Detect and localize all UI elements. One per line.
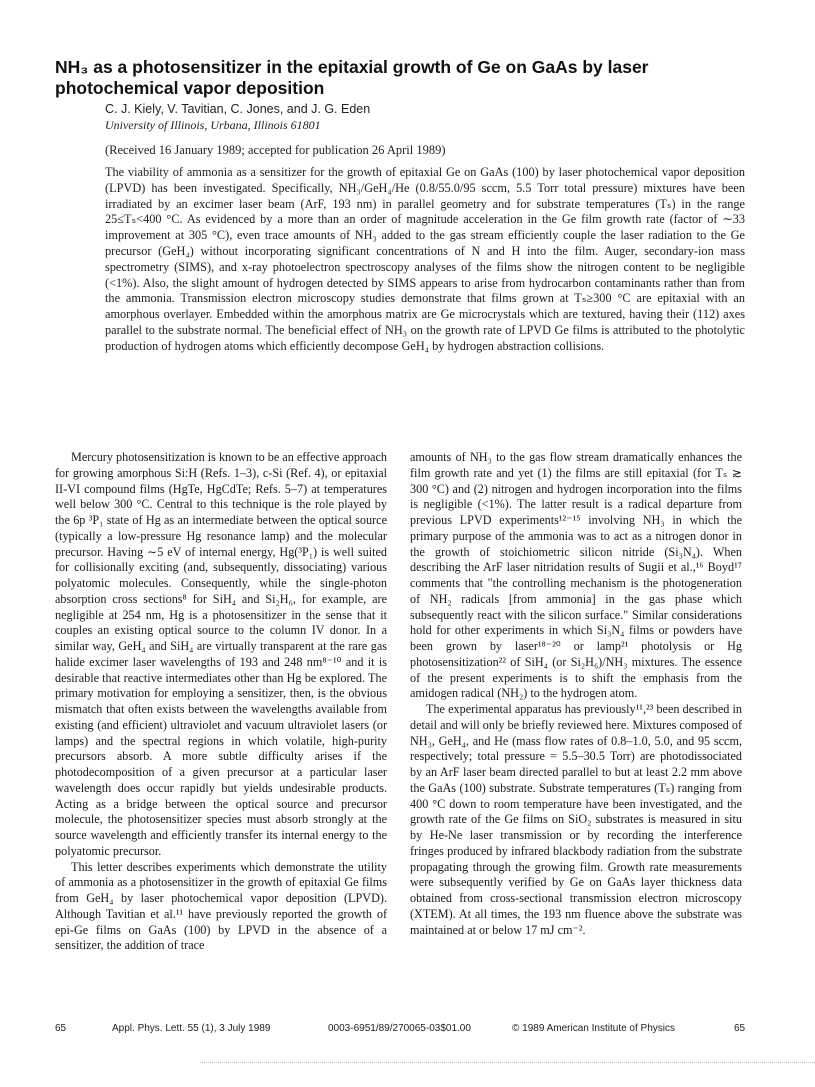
author-list: C. J. Kiely, V. Tavitian, C. Jones, and J. G. Eden	[105, 102, 371, 116]
body-paragraph: This letter describes experiments which demonstrate the utility of ammonia as a photosensitizer in the growth of epitaxial Ge films from GeH₄ by laser photochemical vapor deposition (LPVD). Although Tavitian et al.¹¹ have previously reported the growth of epi-Ge films on GaAs (100) by LPVD in the absence of a sensitizer, the addition of trace	[55, 859, 387, 953]
copyright-notice: © 1989 American Institute of Physics	[512, 1023, 676, 1034]
abstract: The viability of ammonia as a sensitizer for the growth of epitaxial Ge on GaAs (100) by laser photochemical vapor deposition (LPVD) has been investigated. Specifically, NH₃/GeH₄/He (0.8/55.0/95 sccm, 5.5 Torr total pressure) mixtures have been irradiated by an excimer laser beam (ArF, 193 nm) in parallel geometry and for substrate temperatures (Tₛ) in the range 25≤Tₛ<400 °C. As evidenced by a more than an order of magnitude acceleration in the Ge film growth rate (factor of ∼33 improvement at 305 °C), even trace amounts of NH₃ added to the gas stream efficiently couple the laser radiation to the Ge precursor (GeH₄) without incorporating significant concentrations of N and H into the film. Auger, secondary-ion mass spectrometry (SIMS), and x-ray photoelectron spectroscopy analyses of the films show the nitrogen content to be negligible (<1%). Also, the slight amount of hydrogen detected by SIMS appears to arise from hydrocarbon contaminants rather than from the ammonia. Transmission electron microscopy studies demonstrate that films grown at Tₛ≥300 °C are epitaxial with an amorphous overlayer. Embedded within the amorphous matrix are Ge microcrystals which are textured, having their (112) axes parallel to the substrate normal. The beneficial effect of NH₃ on the growth rate of LPVD Ge films is attributed to the photolytic production of hydrogen atoms which efficiently decompose GeH₄ by hydrogen abstraction collisions.	[105, 165, 745, 353]
body-right-column	[410, 450, 742, 938]
body-paragraph: amounts of NH₃ to the gas flow stream dramatically enhances the film growth rate and yet (1) the films are still epitaxial (for Tₛ ≳ 300 °C) and (2) nitrogen and hydrogen incorporation into the films is negligible (<1%). The latter result is a radical departure from previous LPVD experiments¹²⁻¹⁵ involving NH₃ in which the primary purpose of the ammonia was to act as a nitrogen donor in the growth of stoichiometric silicon nitride (Si₃N₄). When describing the ArF laser nitridation results of Sugii et al.,¹⁶ Boyd¹⁷ comments that "the controlling mechanism is the photogeneration of NH₂ radicals [from ammonia] in the gas phase which subsequently react with the silicon surface." Similar considerations hold for other experiments in which Si₃N₄ films or powders have been grown by laser¹⁸⁻²⁰ or lamp²¹ photolysis or Hg photosensitization²² of SiH₄ (or Si₂H₆)/NH₃ mixtures. The essence of the present experiments is to shift the emphasis from the amidogen radical (NH₂) to the hydrogen atom.	[410, 450, 742, 701]
scan-edge-divider	[200, 1062, 815, 1063]
page-number-left: 65	[55, 1023, 67, 1034]
affiliation: University of Illinois, Urbana, Illinois 61801	[105, 118, 321, 132]
paper-title: NH₃ as a photosensitizer in the epitaxial growth of Ge on GaAs by laser photochemical vapor deposition	[55, 57, 649, 98]
page-footer	[0, 1023, 815, 1039]
page-number-right: 65	[734, 1023, 746, 1034]
article-code: 0003-6951/89/270065-03$01.00	[328, 1023, 471, 1034]
body-paragraph: Mercury photosensitization is known to be an effective approach for growing amorphous Si:H (Refs. 1–3), c-Si (Ref. 4), or epitaxial II-VI compound films (HgTe, HgCdTe; Refs. 5–7) at temperatures well below 300 °C. Central to this technique is the role played by the 6p ³P₁ state of Hg as an intermediate between the optical source (typically a low-pressure Hg resonance lamp) and the molecular precursor. Having ∼5 eV of internal energy, Hg(³P₁) is well suited for collisionally exciting (and, subsequently, dissociating) various polyatomic molecules. Consequently, while the single-photon absorption cross sections⁸ for SiH₄ and Si₂H₆, for example, are negligible at 254 nm, Hg is a photosensitizer in the sense that it couples an existing optical source to the column IV donor. In a similar way, GeH₄ and SiH₄ are virtually transparent at the rare gas halide excimer laser wavelengths of 193 and 248 nm⁸⁻¹⁰ and it is desirable that reactive intermediates other than Hg be explored. The primary motivation for employing a sensitizer, then, is the obvious mismatch that often exists between the wavelengths available from existing (and efficient) ultraviolet and vacuum ultraviolet lasers (or lamps) and the spectral regions in which volatile, high-purity precursors absorb. A more subtle difficulty arises if the photodecomposition of a given precursor at a particular laser wavelength does occur rapidly but yields undesirable products. Acting as a bridge between the optical source and precursor molecule, the photosensitizer species must absorb strongly at the source wavelength and efficiently transfer its internal energy to the polyatomic precursor.	[55, 450, 387, 858]
body-paragraph: The experimental apparatus has previously¹¹,²³ been described in detail and will only be briefly reviewed here. Mixtures composed of NH₃, GeH₄, and He (mass flow rates of 0.8–1.0, 5.0, and 95 sccm, respectively; total pressure = 5.5–30.5 Torr) are photodissociated by an ArF laser beam directed parallel to but at least 2.2 mm above the GaAs (100) substrate. Substrate temperatures (Tₛ) ranging from 400 °C down to room temperature have been investigated, and the growth rate of the Ge films on SiO₂ substrates is measured in situ by He-Ne laser transmission or by recording the interference fringes produced by infrared blackbody radiation from the substrate propagating through the growing film. Growth rate measurements were subsequently verified by Ge on GaAs layer thickness data obtained from cross-sectional transmission electron microscopy (XTEM). At all times, the 193 nm fluence above the substrate was maintained at or below 17 mJ cm⁻².	[410, 702, 743, 937]
received-dates: (Received 16 January 1989; accepted for publication 26 April 1989)	[105, 143, 446, 157]
body-left-column	[55, 450, 387, 954]
journal-citation: Appl. Phys. Lett. 55 (1), 3 July 1989	[112, 1023, 271, 1034]
